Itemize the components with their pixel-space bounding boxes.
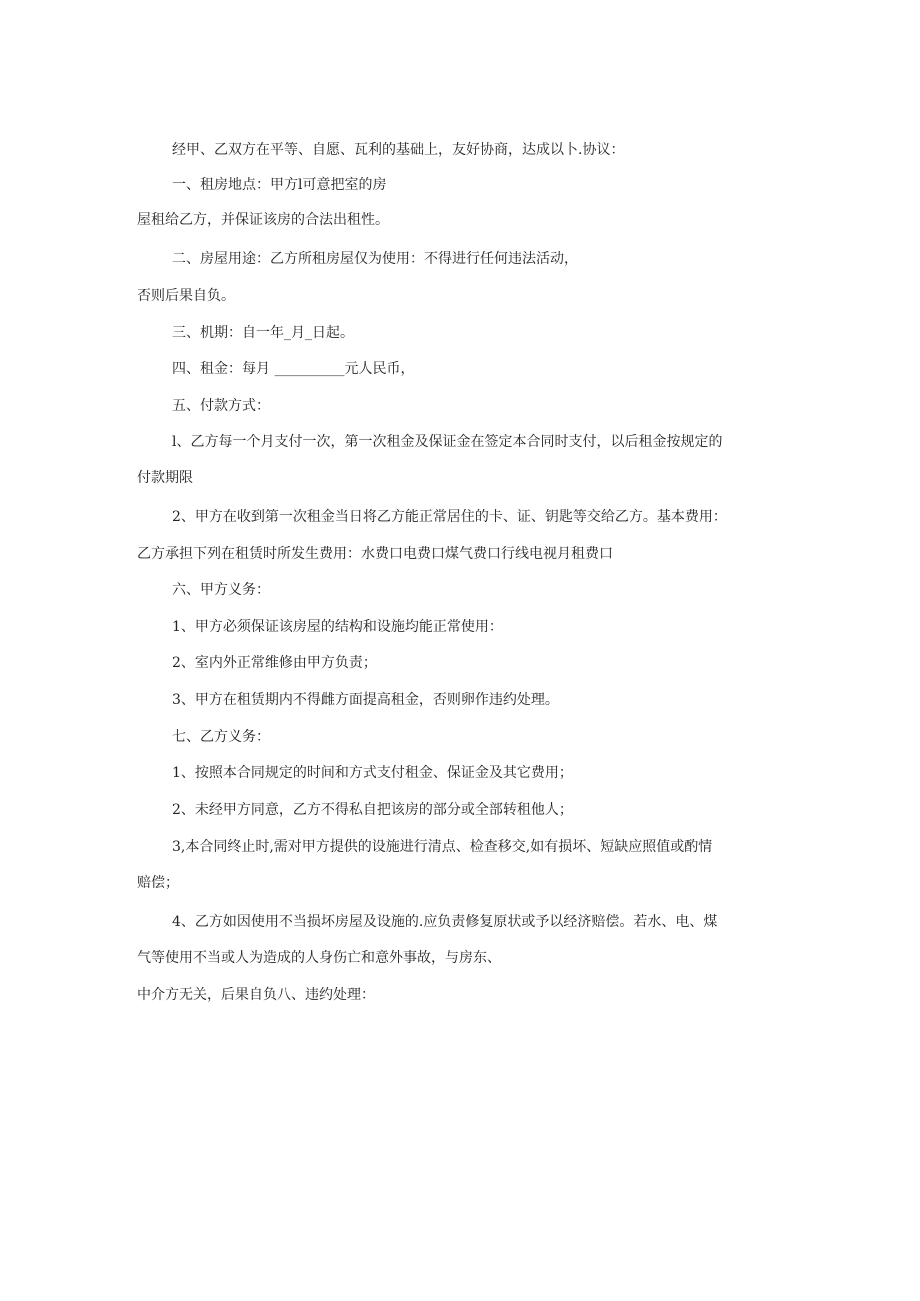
- paragraph-location: 一、租房地点：甲方l可意把室的房: [172, 177, 387, 193]
- paragraph-payment-1-cont: 付款期限: [137, 470, 193, 486]
- paragraph-party-a-1: 1、甲方必须保证该房屋的结构和设施均能正常使用：: [172, 619, 503, 635]
- heading-payment: 五、付款方式：: [172, 398, 270, 414]
- paragraph-location-cont: 屋租给乙方，并保证该房的合法出租性。: [137, 212, 389, 228]
- paragraph-party-b-3: 3,本合同终止时,需对甲方提供的设施进行清点、检查移交,如有损坏、短缺应照值或酌情: [172, 839, 713, 855]
- paragraph-party-b-4: 4、乙方如因使用不当损坏房屋及设施的.应负责修复原状或予以经济赔偿。若水、电、煤: [172, 914, 718, 930]
- paragraph-rent: 四、租金：每月 __________元人民币，: [172, 361, 415, 377]
- paragraph-party-b-3-cont: 赔偿；: [137, 875, 179, 891]
- paragraph-preamble: 经甲、乙双方在平等、自愿、瓦利的基础上，友好协商，达成以卜.协议：: [172, 142, 625, 158]
- heading-party-b-duties: 七、乙方义务：: [172, 729, 270, 745]
- paragraph-usage: 二、房屋用途：乙方所租房屋仅为使用：不得进行任何违法活动，: [172, 251, 578, 267]
- paragraph-party-a-2: 2、室内外正常维修由甲方负责；: [172, 655, 377, 671]
- paragraph-usage-cont: 否则后果自负。: [137, 288, 235, 304]
- paragraph-party-b-4-cont: 气等使用不当或人为造成的人身伤亡和意外事故，与房东、: [137, 950, 501, 966]
- paragraph-payment-1: l、乙方每一个月支付一次，第一次租金及保证金在签定本合同时支付，以后租金按规定的: [172, 434, 723, 450]
- paragraph-party-b-4-end: 中介方无关，后果自负八、违约处理：: [137, 987, 375, 1003]
- heading-party-a-duties: 六、甲方义务：: [172, 582, 270, 598]
- paragraph-term: 三、机期：自一年_月_日起。: [172, 325, 354, 341]
- paragraph-party-b-1: 1、按照本合同规定的时间和方式支付租金、保证金及其它费用；: [172, 765, 573, 781]
- paragraph-payment-2-cont: 乙方承担下列在租赁时所发生费用：水费口电费口煤气费口行线电视月租费口: [137, 546, 613, 562]
- paragraph-party-b-2: 2、未经甲方同意，乙方不得私自把该房的部分或全部转租他人；: [172, 802, 573, 818]
- paragraph-payment-2: 2、甲方在收到第一次租金当日将乙方能正常居住的卡、证、钥匙等交给乙方。基本费用：: [172, 509, 727, 525]
- paragraph-party-a-3: 3、甲方在租赁期内不得雌方面提高租金，否则卵作违约处理。: [172, 692, 559, 708]
